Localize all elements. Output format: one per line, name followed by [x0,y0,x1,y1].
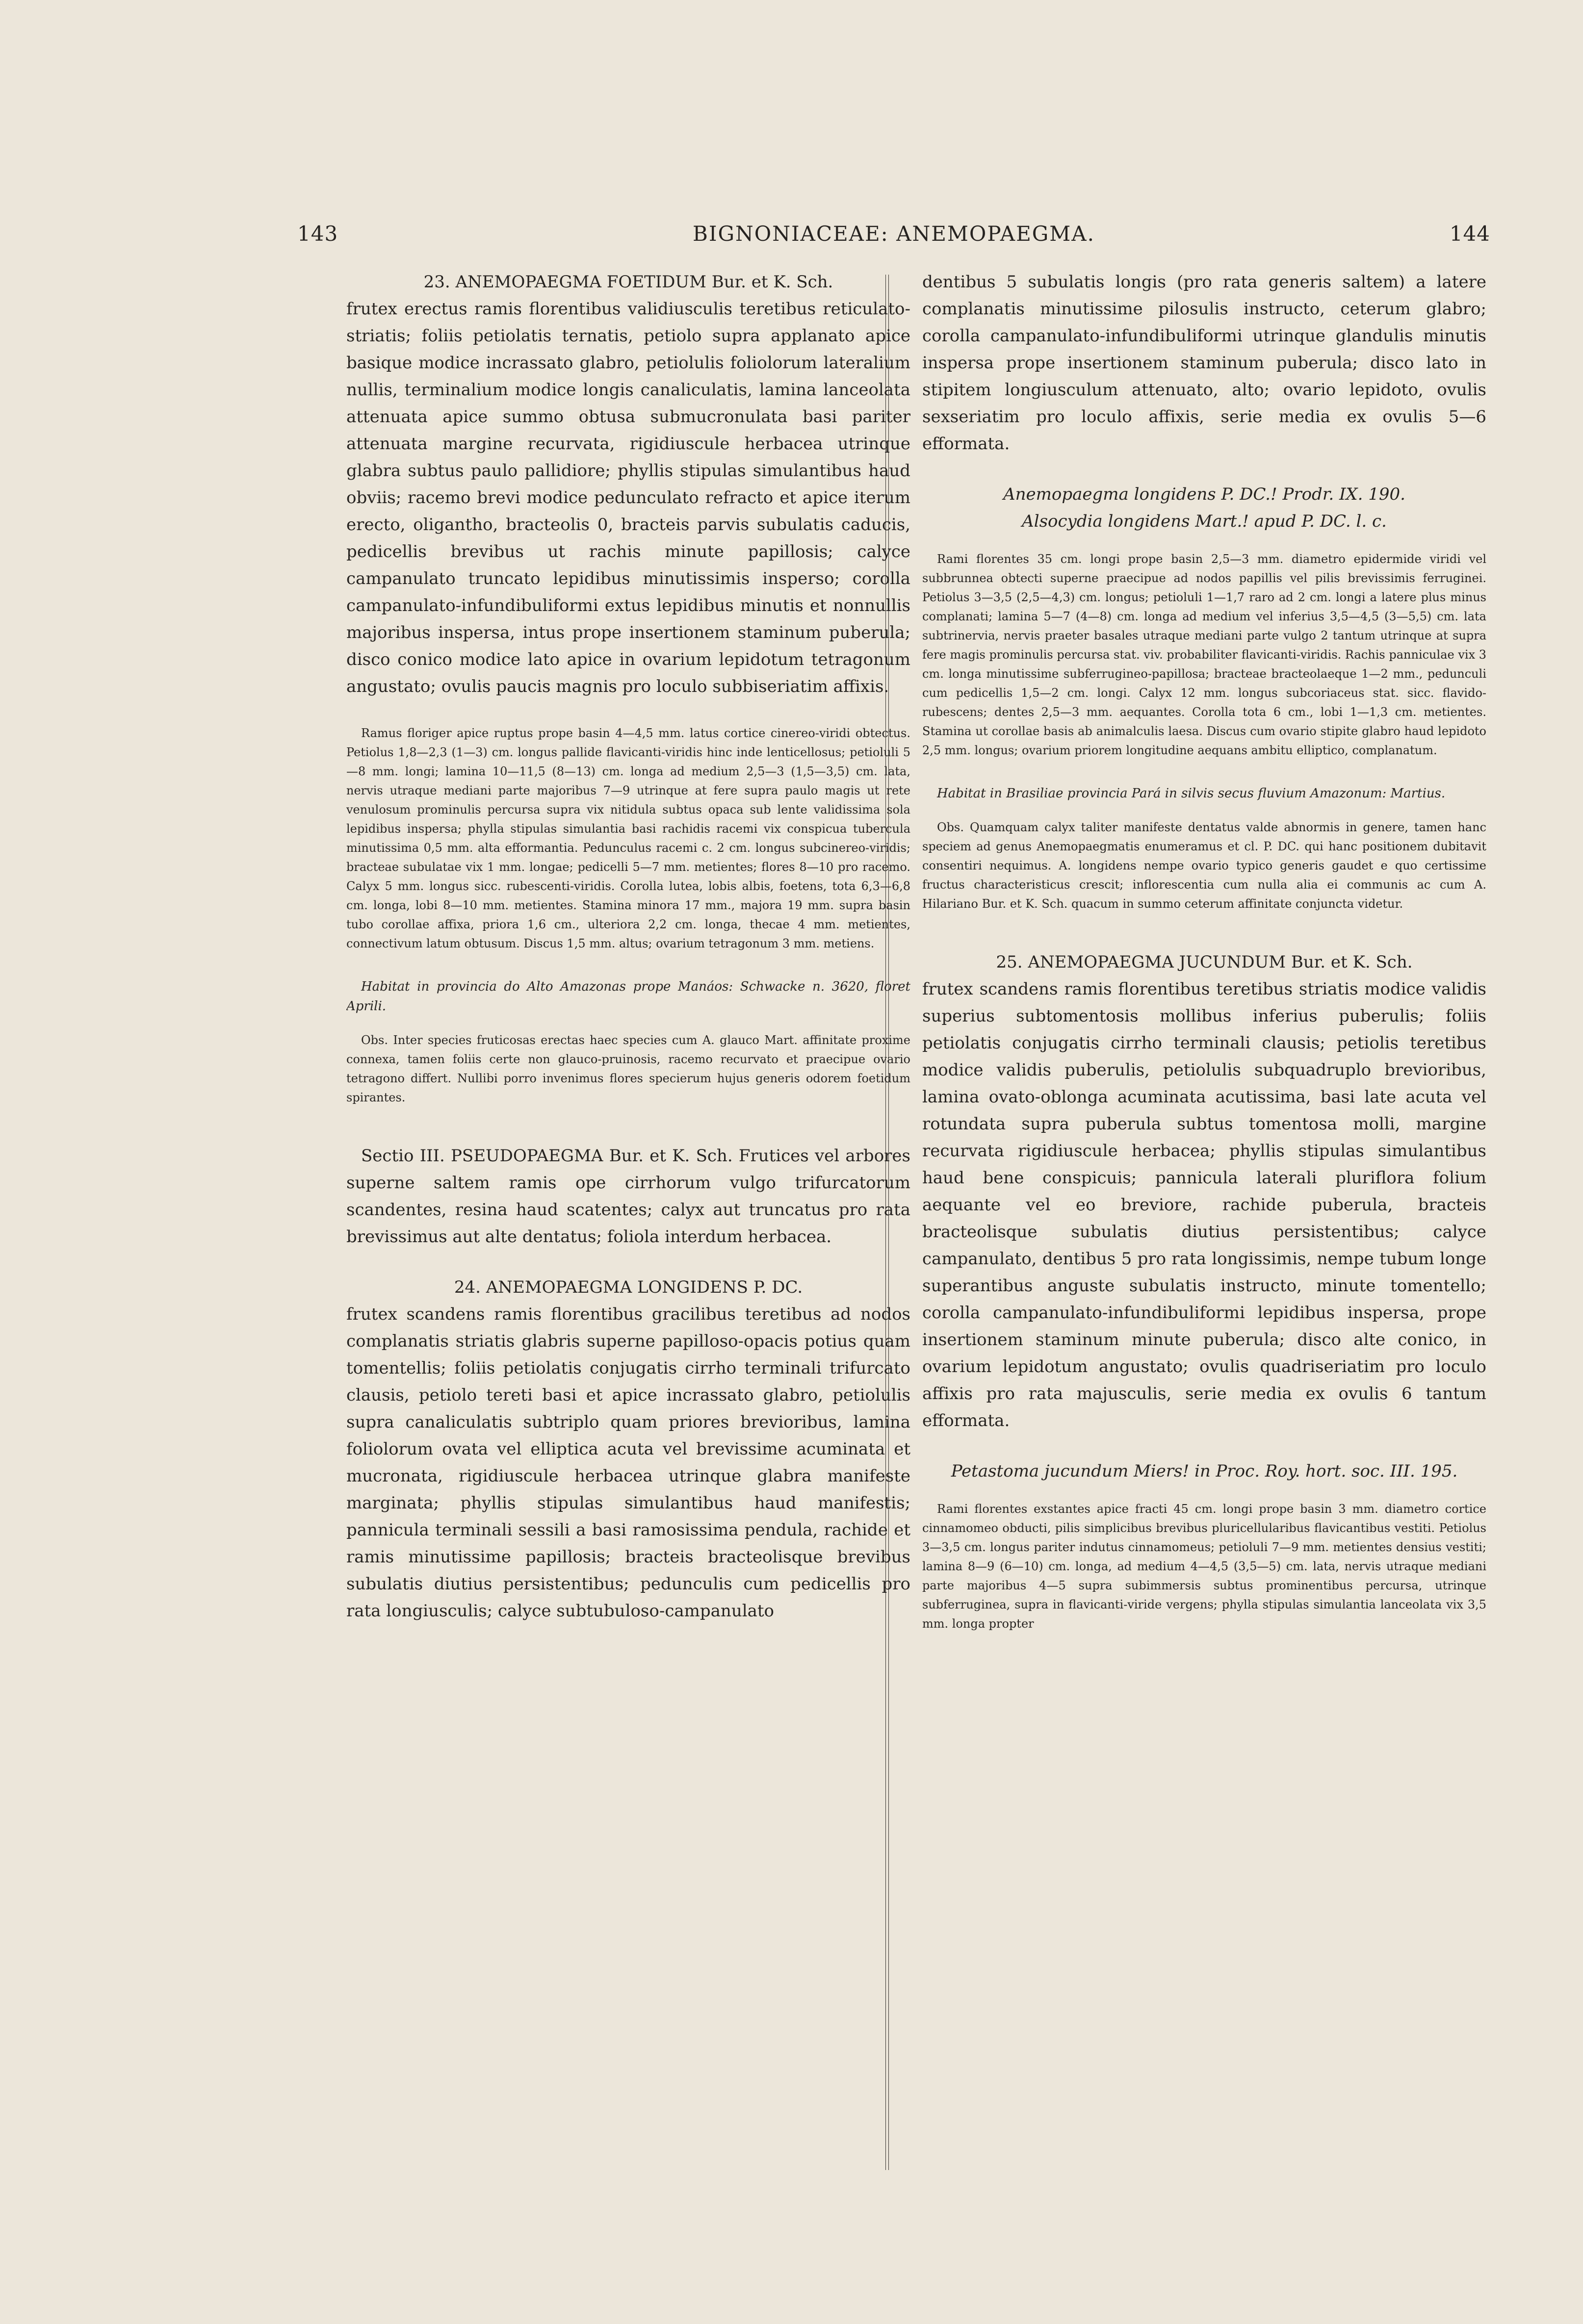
species-23-measurements: Ramus floriger apice ruptus prope basin 4—4,5 mm. latus cortice cinereo-viridi obtectus. Petiolus 1,8—2,3 (1—3) cm. longus pallide flavicanti-viridis hinc inde lenticellosus; petioluli 5—8 mm. longi; lamina 10—11,5 (8—13) cm. longa ad medium 2,5—3 (1,5—3,5) cm. lata, nervis utraque mediani parte majoribus 7—9 utrinque at fere supra paulo magis ut rete venulosum prominulis percursa supra vix nitidula subtus opaca sub lente validissima sola lepidibus inspersa; phylla stipulas simulantia basi rachidis racemi vix conspicua tubercula minutissima 0,5 mm. alta efformantia. Pedunculus racemi c. 2 cm. longus subcinereo-viridis; bracteae subulatae vix 1 mm. longae; pedicelli 5—7 mm. metientes; flores 8—10 pro racemo. Calyx 5 mm. longus sicc. rubescenti-viridis. Corolla lutea, lobis albis, foetens, tota 6,3—6,8 cm. longa, lobi 8—10 mm. metientes. Stamina minora 17 mm., majora 19 mm. supra basin tubo corollae affixa, priora 1,6 cm., ulteriora 2,2 cm. longa, thecae 4 mm. metientes, connectivum latum obtusum. Discus 1,5 mm. altus; ovarium tetragonum 3 mm. metiens. [346,726,910,950]
species-23-habitat: Habitat in provincia do Alto Amazonas prope Manáos: Schwacke n. 3620, floret Aprili. [346,979,910,1014]
page-number-right: 144 [1449,222,1490,246]
species-24-citation-2: Alsocydia longidens Mart.! apud P. DC. l. c. [1022,511,1387,531]
running-title: BIGNONIACEAE: ANEMOPAEGMA. [693,222,1095,246]
running-header [297,222,1490,251]
species-24-habitat: Habitat in Brasiliae provincia Pará in silvis secus fluvium Amazonum: Martius. [937,786,1446,801]
species-24-citation-1: Anemopaegma longidens P. DC.! Prodr. IX. 190. [1003,485,1405,504]
page-number-left: 143 [297,222,338,246]
species-23-description: frutex erectus ramis florentibus validiusculis teretibus reticulato-striatis; foliis petiolatis ternatis, petiolo supra applanato apice basique modice incrassato glabro, petiolulis foliolorum lateralium nullis, terminalium modice longis canaliculatis, lamina lanceolata attenuata apice summo obtusa submucronulata basi pariter attenuata margine recurvata, rigidiuscule herbacea utrinque glabra subtus paulo pallidiore; phyllis stipulas simulantibus haud obviis; racemo brevi modice pedunculato refracto et apice iterum erecto, oligantho, bracteolis 0, bracteis parvis subulatis caducis, pedicellis brevibus ut rachis minute papillosis; calyce campanulato truncato lepidibus minutissimis insperso; corolla campanulato-infundibuliformi extus lepidibus minutis et nonnullis majoribus inspersa, intus prope insertionem staminum puberula; disco conico modice lato apice in ovarium lepidotum tetragonum angustato; ovulis paucis magnis pro loculo subbiseriatim affixis. [346,299,910,696]
species-25-citation: Petastoma jucundum Miers! in Proc. Roy. hort. soc. III. 195. [951,1461,1458,1481]
species-24-description: frutex scandens ramis florentibus gracilibus teretibus ad nodos complanatis striatis glabris superne papilloso-opacis potius quam tomentellis; foliis petiolatis conjugatis cirrho terminali trifurcato clausis, petiolo tereti basi et apice incrassato glabro, petiolulis supra canaliculatis subtriplo quam priores brevioribus, lamina foliolorum ovata vel elliptica acuta vel brevissime acuminata et mucronata, rigidiuscule herbacea utrinque glabra manifeste marginata; phyllis stipulas simulantibus haud manifestis; pannicula terminali sessili a basi ramosissima pendula, rachide et ramis minutissime papillosis; bracteis bracteolisque brevibus subulatis diutius persistentibus; pedunculis cum pedicellis pro rata longiusculis; calyce subtubuloso-campanulato [346,1304,910,1621]
species-25-description: frutex scandens ramis florentibus teretibus striatis modice validis superius subtomentosis mollibus inferius puberulis; foliis petiolatis conjugatis cirrho terminali clausis; petiolis teretibus modice validis puberulis, petiolulis subquadruplo brevioribus, lamina ovato-oblonga acuminata acutissima, basi late acuta vel rotundata supra puberula subtus tomentosa molli, margine recurvata rigidiuscule herbacea; phyllis stipulas simulantibus haud bene conspicuis; pannicula laterali pluriflora folium aequante vel eo breviore, rachide puberula, bracteis bracteolisque subulatis diutius persistentibus; calyce campanulato, dentibus 5 pro rata longissimis, nempe tubum longe superantibus anguste subulatis instructo, minute tomentello; corolla campanulato-infundibuliformi lepidibus inspersa, prope insertionem staminum minute puberula; disco alte conico, in ovarium lepidotum angustato; ovulis quadriseriatim pro loculo affixis pro rata majusculis, serie media ex ovulis 6 tantum efformata. [922,979,1486,1430]
species-24-measurements: Rami florentes 35 cm. longi prope basin 2,5—3 mm. diametro epidermide viridi vel subbrunnea obtecti superne praecipue ad nodos papillis vel pilis brevissimis ferruginei. Petiolus 3—3,5 (2,5—4,3) cm. longus; petioluli 1—1,7 raro ad 2 cm. longi a latere plus minus complanati; lamina 5—7 (4—8) cm. longa ad medium vel inferius 3,5—4,5 (3—5,5) cm. lata subtrinervia, nervis praeter basales utraque mediani parte vulgo 2 tantum utrinque at supra fere magis prominulis percursa stat. viv. probabiliter flavicanti-viridis. Rachis panniculae vix 3 cm. longa minutissime subferrugineo-papillosa; bracteae bracteolaeque 1—2 mm., pedunculi cum pedicellis 1,5—2 cm. longi. Calyx 12 mm. longus subcoriaceus stat. sicc. flavido-rubescens; dentes 2,5—3 mm. aequantes. Corolla tota 6 cm., lobi 1—1,3 cm. metientes. Stamina ut corollae basis ab animalculis laesa. Discus cum ovario stipite glabro haud lepidoto 2,5 mm. longus; ovarium priorem longitudine aequans ambitu elliptico, complanatum. [922,552,1486,757]
species-24-description-continued: dentibus 5 subulatis longis (pro rata generis saltem) a latere complanatis minutissime pilosulis instructo, ceterum glabro; corolla campanulato-infundibuliformi utrinque glandulis minutis inspersa prope insertionem staminum puberula; disco lato in stipitem longiusculum attenuato, alto; ovario lepidoto, ovulis sexseriatim pro loculo affixis, serie media ex ovulis 5—6 efformata. [922,272,1486,454]
left-column [346,269,910,2162]
species-25-measurements: Rami florentes exstantes apice fracti 45 cm. longi prope basin 3 mm. diametro cortice cinnamomeo obducti, pilis simplicibus brevibus pluricellularibus flavicantibus vestiti. Petiolus 3—3,5 cm. longus pariter indutus cinnamomeus; petioluli 7—9 mm. metientes densius vestiti; lamina 8—9 (6—10) cm. longa, ad medium 4—4,5 (3,5—5) cm. lata, nervis utraque mediani parte majoribus 4—5 supra subimmersis subtus prominentibus percursa, utrinque subferruginea, supra in flavicanti-viride vergens; phylla stipulas simulantia lanceolata vix 3,5 mm. longa propter [922,1502,1486,1631]
species-24-title: 24. ANEMOPAEGMA LONGIDENS P. DC. [454,1277,803,1297]
species-24-observation: Obs. Quamquam calyx taliter manifeste dentatus valde abnormis in genere, tamen hanc speciem ad genus Anemopaegmatis enumeramus et cl. P. DC. qui hanc positionem dubitavit consentiri nequimus. A. longidens nempe ovario typico generis gaudet e quo certissime fructus characteristicus crescit; inflorescentia cum nulla alia ei communis ac cum A. Hilariano Bur. et K. Sch. quacum in summo ceterum affinitate conjuncta videtur. [922,820,1486,911]
species-23-observation: Obs. Inter species fruticosas erectas haec species cum A. glauco Mart. affinitate proxime connexa, tamen foliis certe non glauco-pruinosis, racemo recurvato et praecipue ovario tetragono differt. Nullibi porro invenimus flores specierum hujus generis odorem foetidum spirantes. [346,1033,910,1104]
species-25-title: 25. ANEMOPAEGMA JUCUNDUM Bur. et K. Sch. [996,952,1413,972]
species-23-title: 23. ANEMOPAEGMA FOETIDUM Bur. et K. Sch. [423,272,833,292]
sectio-iii-paragraph: Sectio III. PSEUDOPAEGMA Bur. et K. Sch. Frutices vel arbores superne saltem ramis ope cirrhorum vulgo trifurcatorum scandentes, resina haud scatentes; calyx aut truncatus pro rata brevissimus aut alte dentatus; foliola interdum herbacea. [346,1146,910,1247]
right-column [922,269,1486,2162]
